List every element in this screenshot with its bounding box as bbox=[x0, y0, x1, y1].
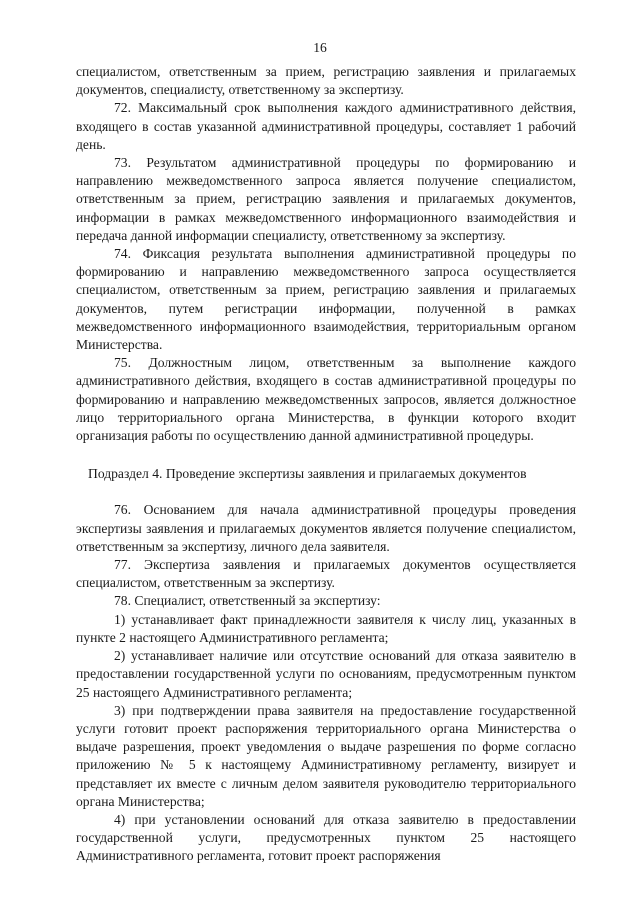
list-item-1: 1) устанавливает факт принадлежности заявителя к числу лиц, указанных в пункте 2 настоящего Административного регламента; bbox=[76, 611, 576, 645]
paragraph-continuation: специалистом, ответственным за прием, регистрацию заявления и прилагаемых документов, специалисту, ответственному за экспертизу. bbox=[76, 64, 576, 98]
paragraph-75: 75. Должностным лицом, ответственным за выполнение каждого административного действия, входящего в состав административной процедуры по формированию и направлению межведомственных запросов, является должностное лицо территориального органа Министерства, в функции которого входит организация работы по осуществлению данной административной процедуры. bbox=[76, 355, 576, 444]
page-number: 16 bbox=[313, 40, 327, 55]
paragraph-76: 76. Основанием для начала административной процедуры проведения экспертизы заявления и прилагаемых документов является получение специалистом, ответственным за экспертизу, личного дела заявителя. bbox=[76, 502, 576, 554]
list-item-4: 4) при установлении оснований для отказа заявителю в предоставлении государственной услуги, предусмотренных пунктом 25 настоящего Административного регламента, готовит проект распоряжения bbox=[76, 811, 576, 864]
paragraph-72: 72. Максимальный срок выполнения каждого административного действия, входящего в состав указанной административной процедуры, составляет 1 рабочий день. bbox=[76, 100, 576, 152]
list-item-2: 2) устанавливает наличие или отсутствие оснований для отказа заявителю в предоставлении государственной услуги по основаниям, предусмотренным пунктом 25 настоящего Административного регламента; bbox=[76, 648, 576, 700]
subsection-title: Подраздел 4. Проведение экспертизы заявления и прилагаемых документов bbox=[88, 466, 527, 482]
list-item-3: 3) при подтверждении права заявителя на предоставление государственной услуги готовит проект распоряжения территориального органа Министерства о выдаче разрешения, проект уведомления о выдаче разрешения по форме согласно приложению № 5 к настоящему Административному регламенту, визирует и представляет их вместе с личным делом заявителя руководителю территориального органа Министерства; bbox=[76, 702, 576, 809]
paragraph-78: 78. Специалист, ответственный за экспертизу: bbox=[114, 593, 381, 609]
paragraph-73: 73. Результатом административной процедуры по формированию и направлению межведомственного запроса является получение специалистом, ответственным за прием, регистрацию заявления и прилагаемых документов, информации в рамках межведомственного информационного взаимодействия и передача данной информации специалисту, ответственному за экспертизу. bbox=[76, 155, 576, 243]
document-body bbox=[76, 63, 576, 866]
paragraph-74: 74. Фиксация результата выполнения административной процедуры по формированию и направлению межведомственного запроса осуществляется специалистом, ответственным за прием, регистрацию заявления и прилагаемых документов, путем регистрации информации, полученной в рамках межведомственного информационного взаимодействия, территориальным органом Министерства. bbox=[76, 246, 576, 353]
paragraph-77: 77. Экспертиза заявления и прилагаемых документов осуществляется специалистом, ответственным за экспертизу. bbox=[76, 557, 576, 591]
